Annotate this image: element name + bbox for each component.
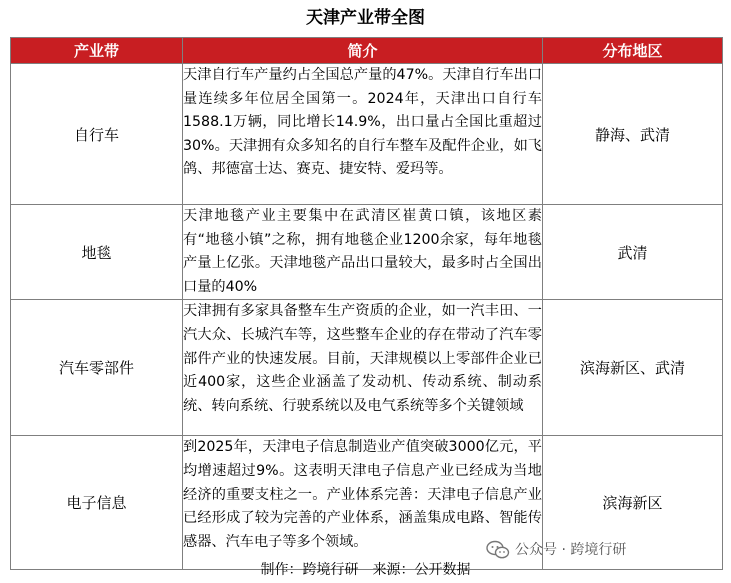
header-region: 分布地区 bbox=[543, 38, 723, 64]
watermark bbox=[486, 537, 626, 563]
industry-intro: 天津拥有多家具备整车生产资质的企业，如一汽丰田、一汽大众、长城汽车等，这些整车企业的存在带动了汽车零部件产业的快速发展。目前，天津规模以上零部件企业已近400家，这些企业涵盖了发动机、传动系统、制动系统、转向系统、行驶系统以及电气系统等多个关键领域 bbox=[183, 300, 543, 436]
table-row bbox=[11, 64, 723, 205]
page-title: 天津产业带全图 bbox=[306, 8, 425, 28]
header-industry: 产业带 bbox=[11, 38, 183, 64]
watermark-text: 公众号 · 跨境行研 bbox=[515, 542, 627, 558]
table-row bbox=[11, 300, 723, 436]
industry-region: 滨海新区、武清 bbox=[543, 300, 723, 436]
industry-name: 自行车 bbox=[11, 64, 183, 205]
industry-intro: 到2025年，天津电子信息制造业产值突破3000亿元，平均增速超过9%。这表明天津电子信息产业已经成为当地经济的重要支柱之一。产业体系完善：天津电子信息产业已经形成了较为完善的产业体系，涵盖集成电路、智能传感器、汽车电子等多个领域。 bbox=[183, 436, 543, 570]
wechat-icon bbox=[486, 540, 510, 560]
industry-region: 静海、武清 bbox=[543, 64, 723, 205]
table-header-row bbox=[11, 38, 723, 64]
industry-name: 地毯 bbox=[11, 205, 183, 300]
industry-name: 电子信息 bbox=[11, 436, 183, 570]
industry-name: 汽车零部件 bbox=[11, 300, 183, 436]
header-intro: 简介 bbox=[183, 38, 543, 64]
table-row bbox=[11, 205, 723, 300]
industry-region: 武清 bbox=[543, 205, 723, 300]
industry-table bbox=[10, 37, 723, 570]
industry-region: 滨海新区 bbox=[543, 436, 723, 570]
industry-intro: 天津自行车产量约占全国总产量的47%。天津自行车出口量连续多年位居全国第一。2024年，天津出口自行车1588.1万辆，同比增长14.9%，出口量占全国比重超过30%。天津拥有众多知名的自行车整车及配件企业，如飞鸽、邦德富士达、赛克、捷安特、爱玛等。 bbox=[183, 64, 543, 205]
industry-intro: 天津地毯产业主要集中在武清区崔黄口镇，该地区素有“地毯小镇”之称，拥有地毯企业1200余家，每年地毯产量上亿张。天津地毯产品出口量较大，最多时占全国出口量的40% bbox=[183, 205, 543, 300]
footer-credit: 制作：跨境行研 来源：公开数据 bbox=[260, 562, 471, 578]
